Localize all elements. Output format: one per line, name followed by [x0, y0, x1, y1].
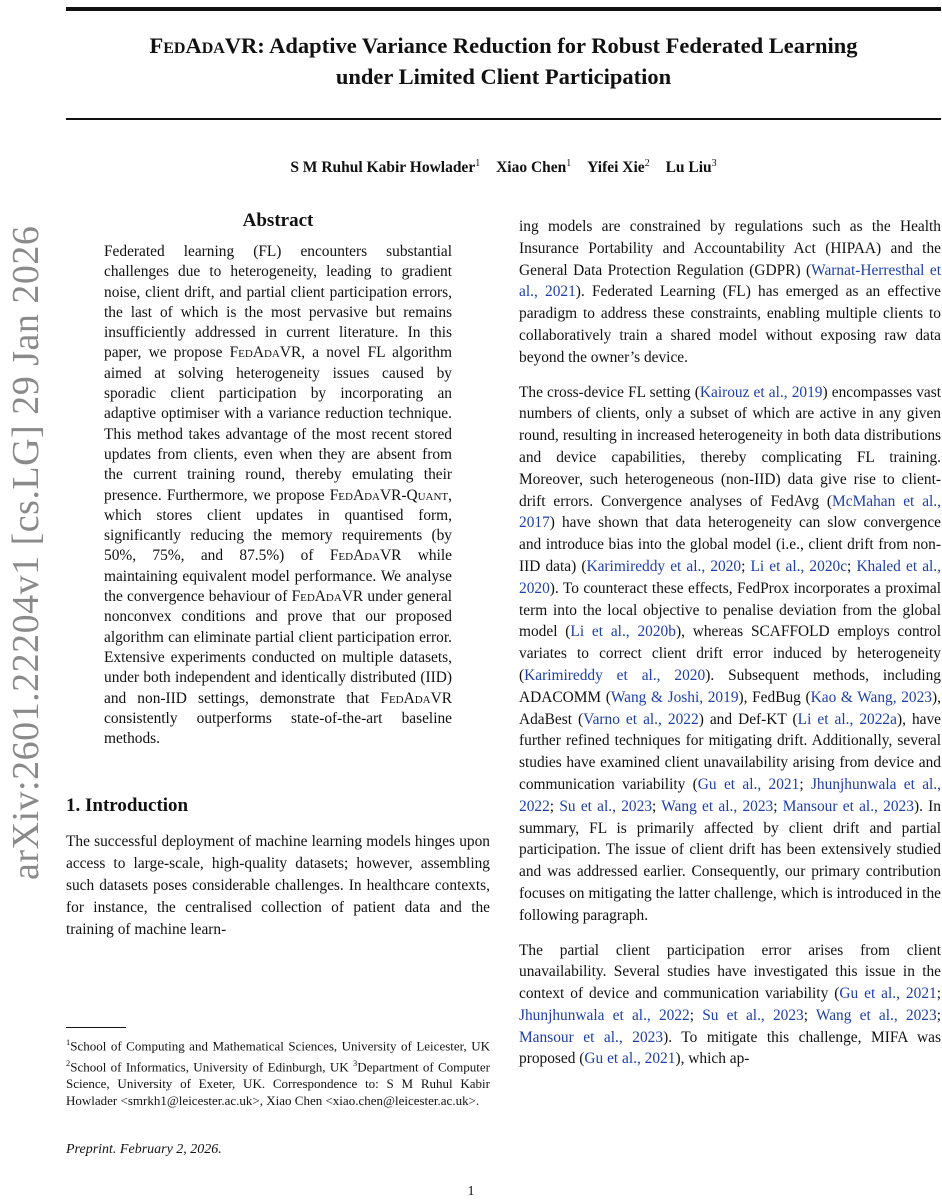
citation-link[interactable]: Gu et al., 2021 — [584, 1050, 676, 1068]
left-column — [66, 210, 490, 940]
arxiv-identifier-stamp: arXiv:2601.22204v1 [cs.LG] 29 Jan 2026 — [5, 225, 47, 880]
citation-link[interactable]: Li et al., 2020c — [750, 557, 848, 575]
citation-link[interactable]: Kairouz et al., 2019 — [699, 383, 823, 401]
page-number: 1 — [467, 1184, 475, 1199]
citation-link[interactable]: Li et al., 2020b — [570, 623, 676, 641]
citation-link[interactable]: Wang et al., 2023 — [661, 797, 774, 815]
author: Xiao Chen$^1$ — [496, 158, 572, 177]
title-line2: under Limited Client Participation — [335, 64, 672, 89]
citation-link[interactable]: Gu et al., 2021 — [697, 775, 800, 793]
citation-link[interactable]: Mansour et al., 2023 — [519, 1028, 664, 1046]
intro-paragraph-4: The partial client participation error arises from client unavailability. Several studies have investigated this issue in the context of device and communication variability (Gu et al., 2021; Jhunjhunwala et al., 2022; Su et al., 2023; Wang et al., 2023; Mansour et al., 2023). To mitigate this challenge, MIFA was proposed (Gu et al., 2021), which ap- — [519, 941, 941, 1068]
abstract-body: Federated learning (FL) encounters substantial challenges due to heterogeneity, leading to gradient noise, client drift, and partial client participation errors, the last of which is the most pervasive but remains insufficiently addressed in current literature. In this paper, we propose FedAdaVR, a novel FL algorithm aimed at solving heterogeneity issues caused by sporadic client participation by incorporating an adaptive optimiser with a variance reduction technique. This method takes advantage of the most recent stored updates from clients, even when they are absent from the current training round, thereby emulating their presence. Furthermore, we propose FedAdaVR-Quant, which stores client updates in quantised form, significantly reducing the memory requirements (by 50%, 75%, and 87.5%) of FedAdaVR while maintaining equivalent model performance. We analyse the convergence behaviour of FedAdaVR under general nonconvex conditions and prove that our proposed algorithm can eliminate partial client participation error. Extensive experiments conducted on multiple datasets, under both independent and identically distributed (IID) and non-IID settings, demonstrate that FedAdaVR consistently outperforms state-of-the-art baseline methods. — [104, 243, 453, 748]
author: S M Ruhul Kabir Howlader$^1$ — [290, 158, 481, 177]
citation-link[interactable]: Mansour et al., 2023 — [782, 797, 914, 815]
citation-link[interactable]: Warnat-Herresthal et al., 2021 — [519, 261, 941, 301]
citation-link[interactable]: McMahan et al., 2017 — [519, 492, 941, 532]
citation-link[interactable]: Li et al., 2022a — [797, 710, 897, 728]
affiliation-footnote: $^1$School of Computing and Mathematical Sciences, University of Leicester, UK $^2$School of Informatics, University of Edinburgh, UK $^3$Department of Computer Science, University of Exeter, UK. Correspondence to: S M Ruhul Kabir Howlader <smrkh1@leicester.ac.uk>, Xiao Chen <xiao.chen@leicester.ac.uk>. — [66, 1037, 490, 1109]
paper-title — [66, 30, 941, 92]
title-line1: : Adaptive Variance Reduction for Robust Federated Learning — [257, 33, 858, 58]
citation-link[interactable]: Su et al., 2023 — [559, 797, 653, 815]
intro-paragraph-1: The successful deployment of machine learning models hinges upon access to large-scale, high-quality datasets; however, assembling such datasets poses considerable challenges. In healthcare contexts, for instance, the centralised collection of patient data and the training of machine learn- — [66, 833, 490, 938]
introduction-heading: 1. Introduction — [66, 795, 189, 817]
top-rule — [66, 7, 941, 11]
footnote-rule — [66, 1027, 126, 1028]
citation-link[interactable]: Gu et al., 2021 — [839, 985, 937, 1003]
intro-paragraph-2: ing models are constrained by regulations such as the Health Insurance Portability and Accountability Act (HIPAA) and the General Data Protection Regulation (GDPR) (Warnat-Herresthal et al., 2021). Federated Learning (FL) has emerged as an effective paradigm to address these constraints, enabling multiple clients to collaboratively train a shared model without exposing raw data beyond the owner’s device. — [519, 218, 941, 366]
preprint-date: Preprint. February 2, 2026. — [66, 1142, 222, 1157]
right-column — [519, 216, 941, 1083]
citation-link[interactable]: Jhunjhunwala et al., 2022 — [519, 1006, 690, 1024]
author: Yifei Xie$^2$ — [587, 158, 650, 177]
title-rule — [66, 118, 941, 120]
citation-link[interactable]: Karimireddy et al., 2020 — [524, 666, 706, 684]
citation-link[interactable]: Wang & Joshi, 2019 — [610, 688, 739, 706]
citation-link[interactable]: Varno et al., 2022 — [583, 710, 699, 728]
author: Lu Liu$^3$ — [665, 158, 717, 177]
abstract-heading: Abstract — [242, 210, 314, 231]
citation-link[interactable]: Su et al., 2023 — [702, 1006, 804, 1024]
title-method-name: FedAdaVR — [149, 33, 258, 58]
citation-link[interactable]: Jhunjhunwala et al., 2022 — [519, 775, 942, 815]
author-list — [66, 158, 941, 177]
intro-paragraph-3: The cross-device FL setting (Kairouz et al., 2019) encompasses vast numbers of clients, only a subset of which are active in any given round, resulting in increased heterogeneity in both data distributions and device capabilities, thereby complicating FL training. Moreover, such heterogeneous (non-IID) data give rise to client-drift errors. Convergence analyses of FedAvg (McMahan et al., 2017) have shown that data heterogeneity can slow convergence and introduce bias into the global model (i.e., client drift from non-IID data) (Karimireddy et al., 2020; Li et al., 2020c; Khaled et al., 2020). To counteract these effects, FedProx incorporates a proximal term into the local objective to penalise deviation from the global model (Li et al., 2020b), whereas SCAFFOLD employs control variates to correct client drift error induced by heterogeneity (Karimireddy et al., 2020). Subsequent methods, including ADACOMM (Wang & Joshi, 2019), FedBug (Kao & Wang, 2023), AdaBest (Varno et al., 2022) and Def-KT (Li et al., 2022a), have further refined techniques for mitigating drift. Additionally, several studies have examined client unavailability arising from device and communication variability (Gu et al., 2021; Jhunjhunwala et al., 2022; Su et al., 2023; Wang et al., 2023; Mansour et al., 2023). In summary, FL is primarily affected by client drift and partial participation. The issue of client drift has been extensively studied and was addressed earlier. Consequently, our primary contribution focuses on mitigating the latter challenge, which is introduced in the following paragraph. — [519, 383, 942, 924]
citation-link[interactable]: Kao & Wang, 2023 — [810, 688, 932, 706]
citation-link[interactable]: Karimireddy et al., 2020 — [586, 557, 742, 575]
citation-link[interactable]: Wang et al., 2023 — [815, 1006, 937, 1024]
citation-link[interactable]: Khaled et al., 2020 — [519, 557, 942, 597]
